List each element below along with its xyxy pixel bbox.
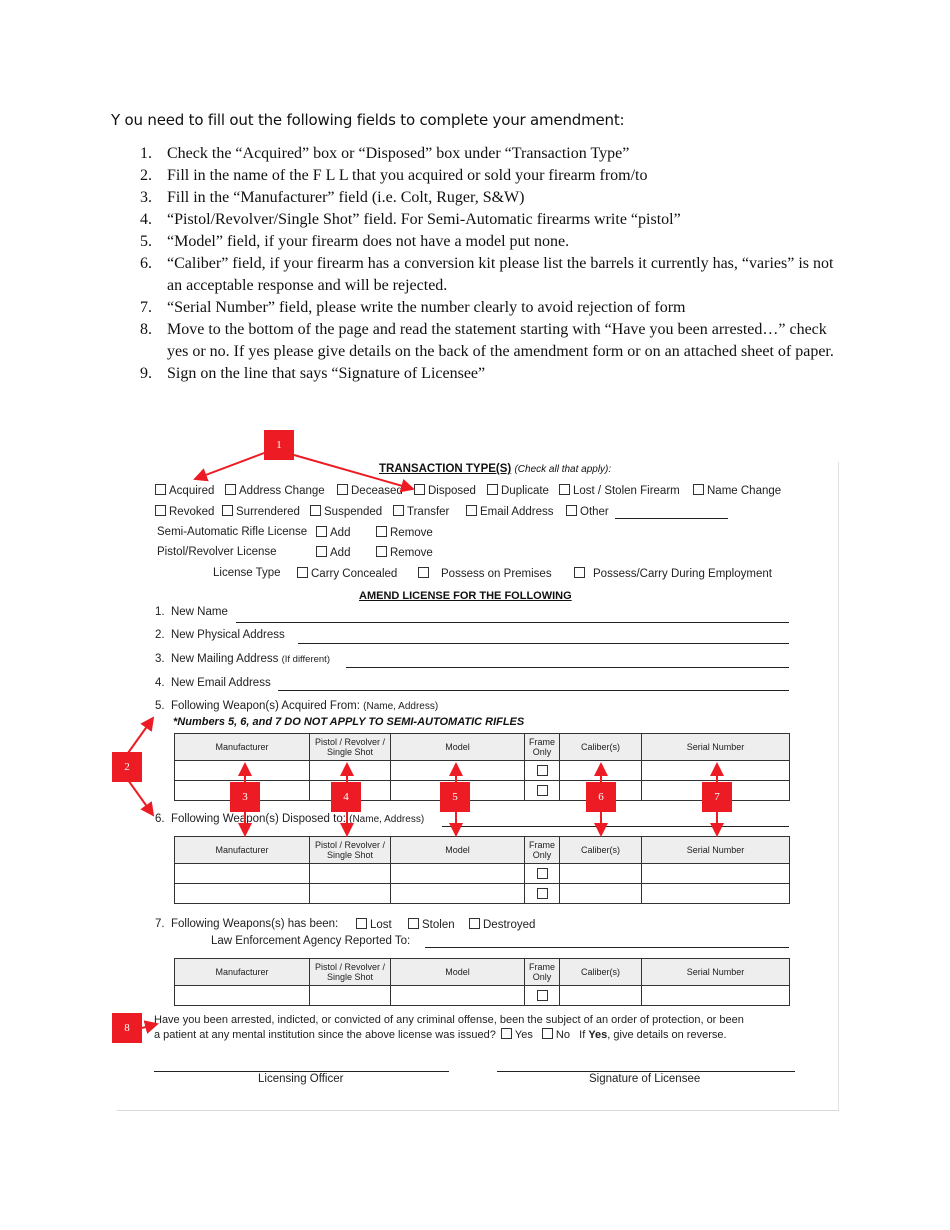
transaction-hint: (Check all that apply):	[514, 464, 612, 475]
arrest-line-1: Have you been arrested, indicted, or convicted of any criminal offense, been the subject of an order of protection, or been	[154, 1014, 744, 1026]
col-model: Model	[391, 837, 525, 864]
marker-3: 3	[230, 782, 260, 812]
marker-4: 4	[331, 782, 361, 812]
field-new-mailing-address: 3. New Mailing Address (If different)	[155, 653, 330, 665]
pistol-remove-checkbox[interactable]: Remove	[376, 546, 433, 559]
col-pistol: Pistol / Revolver / Single Shot	[310, 734, 391, 761]
col-caliber: Caliber(s)	[560, 837, 642, 864]
item6-label: 6. Following Weapon(s) Disposed to: (Name, Address)	[155, 813, 425, 825]
licensing-officer-label: Licensing Officer	[258, 1073, 344, 1085]
item7-lost-checkbox[interactable]: Lost	[356, 918, 392, 931]
col-serial: Serial Number	[642, 837, 790, 864]
signature-licensee-label: Signature of Licensee	[589, 1073, 701, 1085]
item7-label: 7. Following Weapons(s) has been:	[155, 918, 339, 930]
col-caliber: Caliber(s)	[560, 734, 642, 761]
col-frame-only: Frame Only	[525, 837, 560, 864]
semi-add-checkbox[interactable]: Add	[316, 526, 350, 539]
field-new-physical-address: 2. New Physical Address	[155, 629, 285, 641]
transaction-checkbox-lost-stolen[interactable]: Lost / Stolen Firearm	[559, 484, 680, 497]
arrow-2-down	[128, 780, 153, 815]
instructions-intro: Y ou need to fill out the following fields to complete your amendment:	[111, 111, 625, 129]
step-item: 6. “Caliber” field, if your firearm has a conversion kit please list the barrels it currently has, “varies” is not an acceptable response and will be rejected.	[140, 255, 834, 294]
marker-1: 1	[264, 430, 294, 460]
amend-title: AMEND LICENSE FOR THE FOLLOWING	[359, 590, 572, 602]
license-type-possess-carry[interactable]: Possess/Carry During Employment	[574, 567, 772, 580]
license-type-carry-concealed[interactable]: Carry Concealed	[297, 567, 397, 580]
step-item: 8. Move to the bottom of the page and read the statement starting with “Have you been arrested…” check yes or no. If yes please give details on the back of the amendment form or on an attached sheet of paper.	[140, 321, 834, 360]
arrest-line-2: a patient at any mental institution since the above license was issued? Yes No If Yes, give details on reverse.	[154, 1029, 727, 1041]
pistol-add-checkbox[interactable]: Add	[316, 546, 350, 559]
license-type-label: License Type	[213, 567, 281, 579]
transaction-checkbox-duplicate[interactable]: Duplicate	[487, 484, 549, 497]
license-type-possess-premises[interactable]: Possess on Premises	[418, 567, 552, 580]
arrow-1-disposed	[294, 455, 413, 489]
arrow-1-acquired	[195, 453, 264, 479]
transaction-checkbox-revoked[interactable]: Revoked	[155, 505, 214, 518]
item5-warning: *Numbers 5, 6, and 7 DO NOT APPLY TO SEMI-AUTOMATIC RIFLES	[173, 716, 525, 728]
semi-auto-label: Semi-Automatic Rifle License	[157, 526, 308, 538]
step-item: 5. “Model” field, if your firearm does not have a model put none.	[140, 233, 570, 250]
pistol-license-label: Pistol/Revolver License	[157, 546, 277, 558]
field-new-name: 1. New Name	[155, 606, 228, 618]
col-frame-only: Frame Only	[525, 959, 560, 986]
item7-destroyed-checkbox[interactable]: Destroyed	[469, 918, 535, 931]
step-item: 1. Check the “Acquired” box or “Disposed” box under “Transaction Type”	[140, 145, 630, 162]
col-frame-only: Frame Only	[525, 734, 560, 761]
col-manufacturer: Manufacturer	[175, 837, 310, 864]
step-item: 9. Sign on the line that says “Signature of Licensee”	[140, 365, 486, 382]
agency-label: Law Enforcement Agency Reported To:	[211, 935, 411, 947]
transaction-checkbox-address-change[interactable]: Address Change	[225, 484, 325, 497]
col-pistol: Pistol / Revolver / Single Shot	[310, 837, 391, 864]
col-model: Model	[391, 959, 525, 986]
marker-2: 2	[112, 752, 142, 782]
col-manufacturer: Manufacturer	[175, 959, 310, 986]
marker-8: 8	[112, 1013, 142, 1043]
col-model: Model	[391, 734, 525, 761]
semi-remove-checkbox[interactable]: Remove	[376, 526, 433, 539]
marker-5: 5	[440, 782, 470, 812]
transaction-checkbox-name-change[interactable]: Name Change	[693, 484, 781, 497]
col-caliber: Caliber(s)	[560, 959, 642, 986]
arrow-2-up	[128, 718, 153, 753]
marker-6: 6	[586, 782, 616, 812]
step-item: 7. “Serial Number” field, please write the number clearly to avoid rejection of form	[140, 299, 686, 316]
item7-stolen-checkbox[interactable]: Stolen	[408, 918, 455, 931]
transaction-checkbox-other[interactable]: Other	[566, 505, 609, 518]
transaction-checkbox-transfer[interactable]: Transfer	[393, 505, 449, 518]
field-new-email-address: 4. New Email Address	[155, 677, 271, 689]
transaction-checkbox-surrendered[interactable]: Surrendered	[222, 505, 300, 518]
transaction-checkbox-suspended[interactable]: Suspended	[310, 505, 382, 518]
transaction-checkbox-acquired[interactable]: Acquired	[155, 484, 214, 497]
step-item: 4. “Pistol/Revolver/Single Shot” field. For Semi-Automatic firearms write “pistol”	[140, 211, 681, 228]
transaction-checkbox-deceased[interactable]: Deceased	[337, 484, 403, 497]
item5-label: 5. Following Weapon(s) Acquired From: (Name, Address)	[155, 700, 439, 712]
transaction-checkbox-email-address[interactable]: Email Address	[466, 505, 554, 518]
step-item: 2. Fill in the name of the F L L that you acquired or sold your firearm from/to	[140, 167, 648, 184]
transaction-checkbox-disposed[interactable]: Disposed	[414, 484, 476, 497]
col-serial: Serial Number	[642, 734, 790, 761]
marker-7: 7	[702, 782, 732, 812]
transaction-title: TRANSACTION TYPE(S)	[379, 463, 512, 475]
col-pistol: Pistol / Revolver / Single Shot	[310, 959, 391, 986]
col-manufacturer: Manufacturer	[175, 734, 310, 761]
col-serial: Serial Number	[642, 959, 790, 986]
step-item: 3. Fill in the “Manufacturer” field (i.e. Colt, Ruger, S&W)	[140, 189, 525, 206]
arrow-8	[142, 1024, 157, 1028]
